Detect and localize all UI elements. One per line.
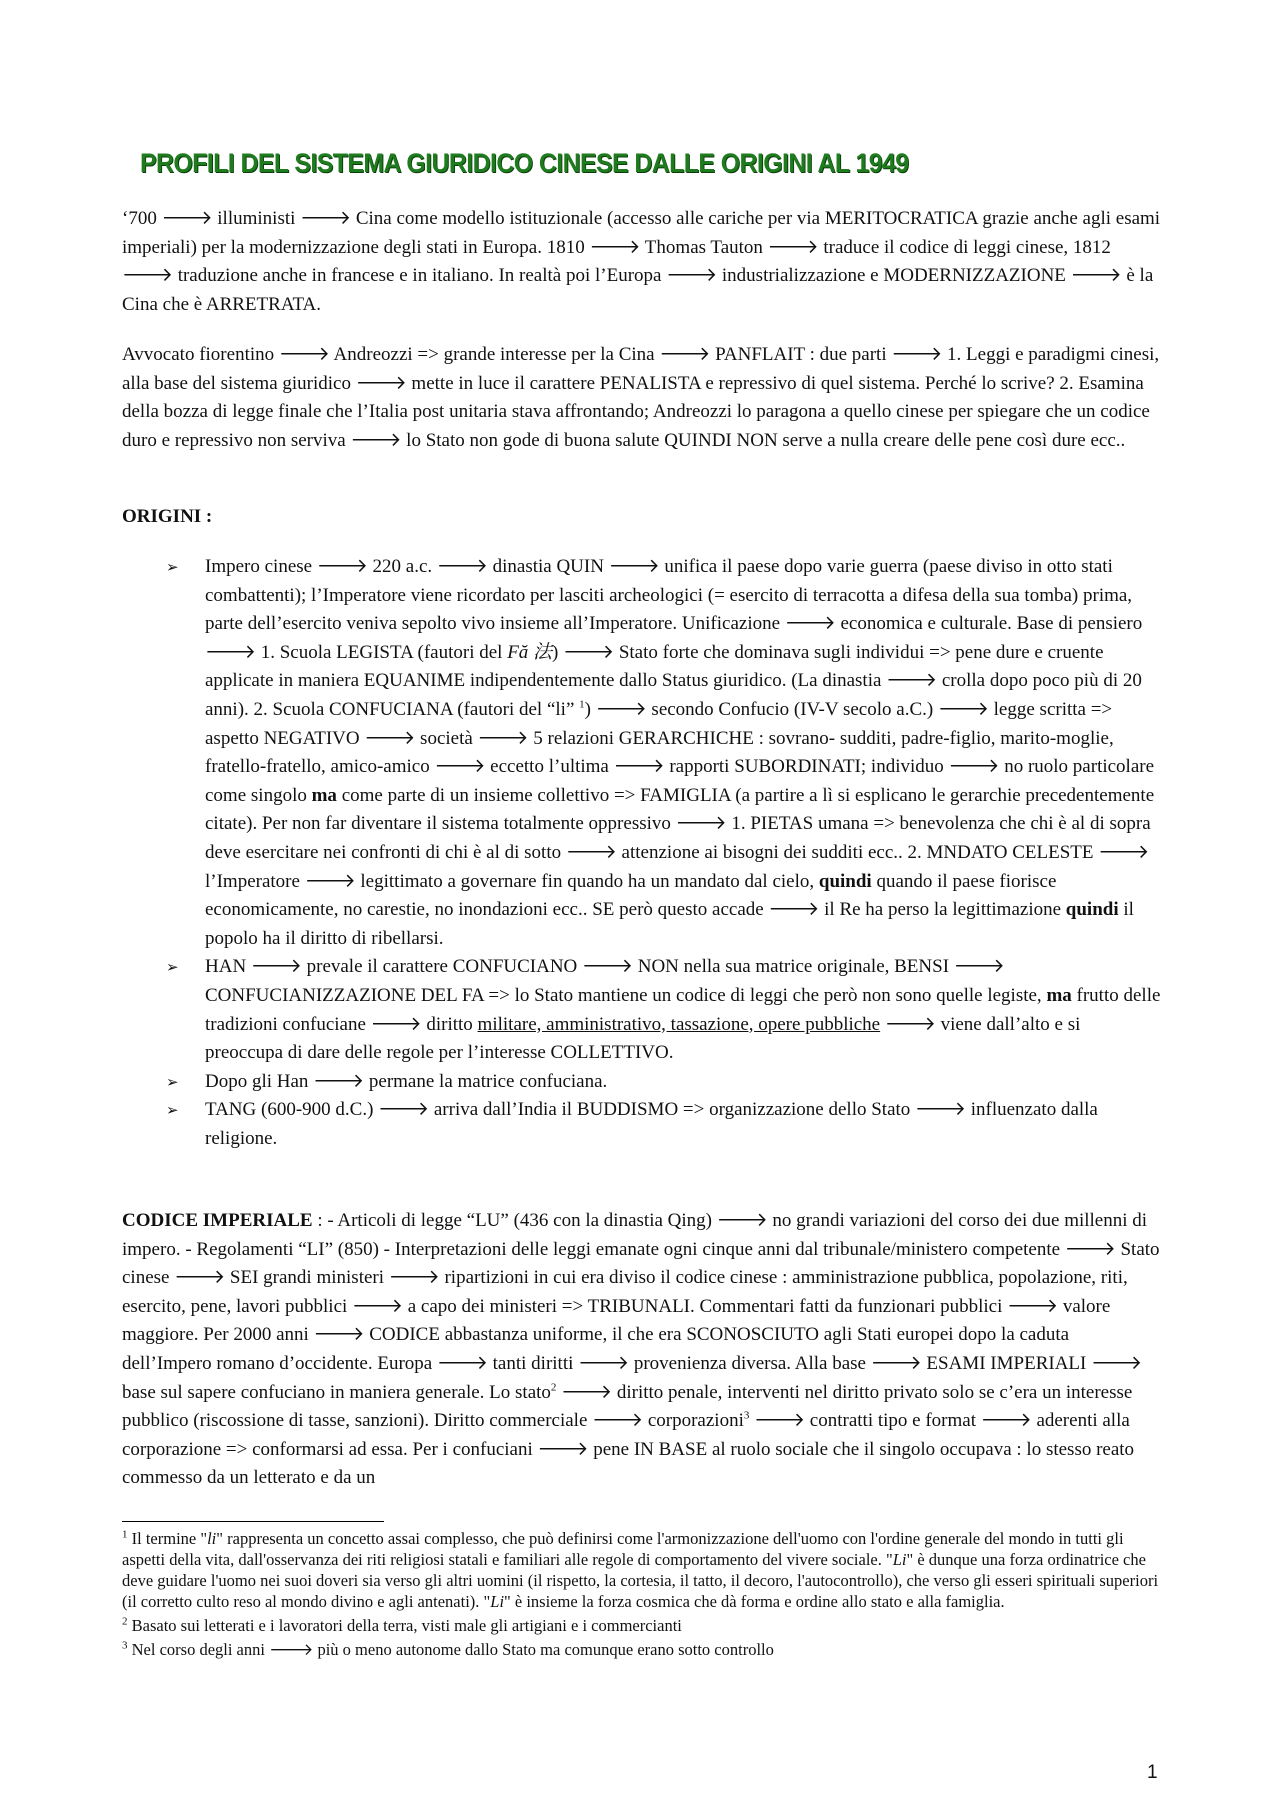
footnotes	[122, 1528, 1167, 1663]
underlined-text: militare, amministrativo, tassazione, opere pubbliche	[477, 1013, 881, 1035]
arrow-bullet-icon: ➢	[166, 558, 179, 576]
arrow-bullet-icon: ➢	[166, 958, 179, 977]
list-item: ➢ Impero cinese 🡒 220 a.c. 🡒 dinastia QUIN 🡒 unifica il paese dopo varie guerra (paese diviso in otto stati combattenti); l’Imperatore viene ricordato per lasciti archeologici (= esercito di terracotta a difesa della sua tomba) prima, parte dell’esercito veniva sepolto vivo insieme all’Imperatore. Unificazione 🡒 economica e culturale. Base di pensiero 🡒 1. Scuola LEGISTA (fautori del Fă 法) 🡒 Stato forte che dominava sugli individui => pene dure e cruente applicate in maniera EQUANIME indipendentemente dallo Status giuridico. (La dinastia 🡒 crolla dopo poco più di 20 anni). 2. Scuola CONFUCIANA (fautori del “li” $^1$) 🡒 secondo Confucio (IV-V secolo a.C.) 🡒 legge scritta => aspetto NEGATIVO 🡒 società 🡒 5 relazioni GERARCHICHE : sovrano- sudditi, padre-figlio, marito-moglie, fratello-fratello, amico-amico 🡒 eccetto l’ultima 🡒 rapporti SUBORDINATI; individuo 🡒 no ruolo particolare come singolo ma come parte di un insieme collettivo => FAMIGLIA (a partire a lì si esplicano le gerarchie precedentemente citate). Per non far diventare il sistema totalmente oppressivo 🡒 1. PIETAS umana => benevolenza che chi è al di sopra deve esercitare nei confronti di chi è al di sotto 🡒 attenzione ai bisogni dei sudditi ecc.. 2. MNDATO CELESTE 🡒 l’Imperatore 🡒 legittimato a governare fin quando ha un mandato dal cielo, quindi quando il paese fiorisce economicamente, no carestie, no inondazioni ecc.. SE però questo accade 🡒 il Re ha perso la legittimazione quindi il popolo ha il diritto di ribellarsi.	[122, 553, 1162, 953]
arrow-bullet-icon: ➢	[166, 1101, 179, 1120]
footnote-ref: 2	[550, 1381, 557, 1394]
footnote-2: $^2$ Basato sui letterati e i lavoratori della terra, visti male gli artigiani e i commercianti	[122, 1615, 682, 1635]
origini-list	[122, 553, 1162, 1153]
page-number: 1	[1147, 1762, 1158, 1783]
andreozzi-paragraph: Avvocato fiorentino 🡒 Andreozzi => grande interesse per la Cina 🡒 PANFLAIT : due parti 🡒 1. Leggi e paradigmi cinesi, alla base del sistema giuridico 🡒 mette in luce il carattere PENALISTA e repressivo di quel sistema. Perché lo scrive? 2. Esamina della bozza di legge finale che l’Italia post unitaria stava affrontando; Andreozzi lo paragona a quello cinese per spiegare che un codice duro e repressivo non serviva 🡒 lo Stato non gode di buona salute QUINDI NON serve a nulla creare delle pene così dure ecc..	[122, 344, 1160, 451]
list-item: ➢ TANG (600-900 d.C.) 🡒 arriva dall’India il BUDDISMO => organizzazione dello Stato 🡒 influenzato dalla religione.	[122, 1096, 1162, 1153]
arrow-bullet-icon: ➢	[166, 1072, 179, 1091]
footnote-3: $^3$ Nel corso degli anni 🡒 più o meno autonome dallo Stato ma comunque erano sotto controllo	[122, 1639, 774, 1659]
footnote-ref: 1	[579, 698, 585, 711]
page-title: PROFILI DEL SISTEMA GIURIDICO CINESE DALLE ORIGINI AL 1949	[140, 148, 909, 178]
origini-heading: ORIGINI :	[122, 506, 213, 527]
list-item: ➢ Dopo gli Han 🡒 permane la matrice confuciana.	[122, 1068, 1162, 1097]
footnote-separator	[122, 1521, 384, 1522]
footnote-1: $^1$ Il termine "li" rappresenta un concetto assai complesso, che può definirsi come l'armonizzazione dell'uomo con l'ordine generale del mondo in tutti gli aspetti della vita, dall'osservanza dei riti religiosi statali e familiari alle regole di comportamento del vivere sociale. "Li" è dunque una forza ordinatrice che deve guidare l'uomo nei suoi doveri sia verso gli altri uomini (il rispetto, la cortesia, il tatto, il decoro, l'autocontrollo), che verso gli esseri spirituali superiori (il corretto culto reso al mondo divino e agli antenati). "Li" è insieme la forza cosmica che dà forma e ordine allo stato e alla famiglia.	[122, 1528, 1159, 1611]
list-item: ➢ HAN 🡒 prevale il carattere CONFUCIANO 🡒 NON nella sua matrice originale, BENSI 🡒 CONFUCIANIZZAZIONE DEL FA => lo Stato mantiene un codice di leggi che però non sono quelle legiste, ma frutto delle tradizioni confuciane 🡒 diritto militare, amministrativo, tassazione, opere pubbliche 🡒 viene dall’alto e si preoccupa di dare delle regole per l’interesse COLLETTIVO.	[122, 953, 1162, 1067]
codice-imperiale-paragraph: CODICE IMPERIALE : - Articoli di legge “LU” (436 con la dinastia Qing) 🡒 no grandi variazioni del corso dei due millenni di impero. - Regolamenti “LI” (850) - Interpretazioni delle leggi emanate ogni cinque anni dal tribunale/ministero competente 🡒 Stato cinese 🡒 SEI grandi ministeri 🡒 ripartizioni in cui era diviso il codice cinese : amministrazione pubblica, popolazione, riti, esercito, pene, lavori pubblici 🡒 a capo dei ministeri => TRIBUNALI. Commentari fatti da funzionari pubblici 🡒 valore maggiore. Per 2000 anni 🡒 CODICE abbastanza uniforme, il che era SCONOSCIUTO agli Stati europei dopo la caduta dell’Impero romano d’occidente. Europa 🡒 tanti diritti 🡒 provenienza diversa. Alla base 🡒 ESAMI IMPERIALI 🡒 base sul sapere confuciano in maniera generale. Lo stato$^2$ 🡒 diritto penale, interventi nel diritto privato solo se c’era un interesse pubblico (riscossione di tasse, sanzioni). Diritto commerciale 🡒 corporazioni$^3$ 🡒 contratti tipo e format 🡒 aderenti alla corporazione => conformarsi ad essa. Per i confuciani 🡒 pene IN BASE al ruolo sociale che il singolo occupava : lo stesso reato commesso da un letterato e da un	[122, 1210, 1160, 1489]
codice-heading: CODICE IMPERIALE	[122, 1210, 313, 1231]
fa-term: Fă 法	[507, 641, 553, 663]
intro-paragraph: ‘700 🡒 illuministi 🡒 Cina come modello istituzionale (accesso alle cariche per via MERITOCRATICA grazie anche agli esami imperiali) per la modernizzazione degli stati in Europa. 1810 🡒 Thomas Tauton 🡒 traduce il codice di leggi cinese, 1812 🡒 traduzione anche in francese e in italiano. In realtà poi l’Europa 🡒 industrializzazione e MODERNIZZAZIONE 🡒 è la Cina che è ARRETRATA.	[122, 208, 1161, 315]
footnote-ref: 3	[743, 1409, 750, 1422]
